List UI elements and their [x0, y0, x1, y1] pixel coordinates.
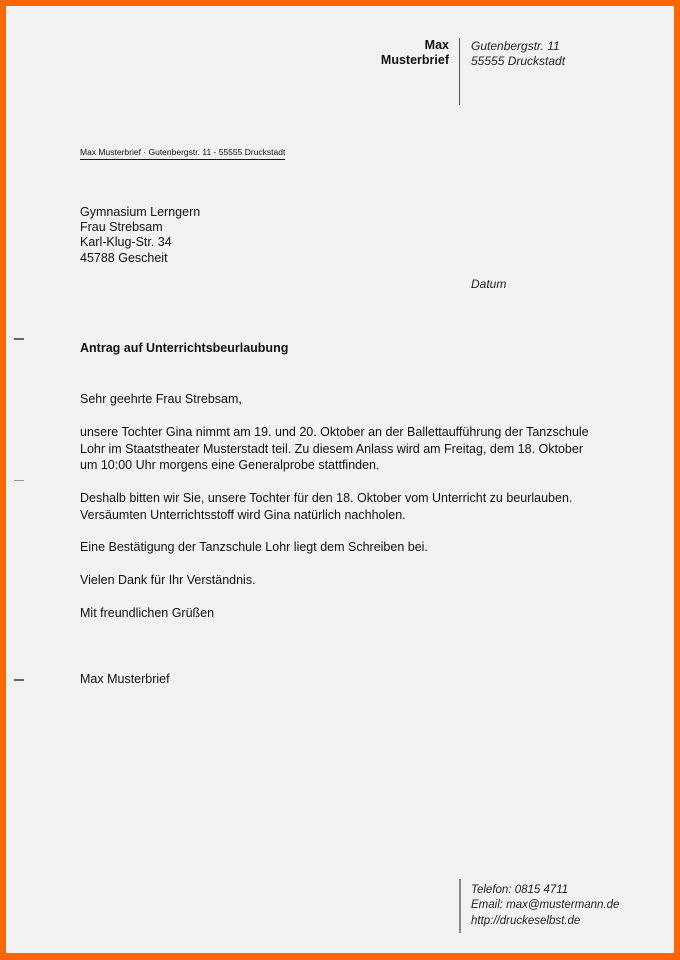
fold-mark [14, 679, 24, 681]
salutation: Sehr geehrte Frau Strebsam, [80, 392, 242, 406]
date-placeholder: Datum [471, 277, 507, 291]
footer-email: Email: max@mustermann.de [471, 899, 620, 912]
sender-street: Gutenbergstr. 11 [471, 39, 560, 53]
recipient-line: Frau Strebsam [80, 220, 163, 235]
sender-address [471, 39, 565, 68]
recipient-line: 45788 Gescheit [80, 250, 168, 265]
text-line: Lohr im Staatstheater Musterstadt teil. Zu diesem Anlass wird am Freitag, dem 18. Oktober [80, 441, 583, 456]
subject-line: Antrag auf Unterrichtsbeurlaubung [80, 341, 289, 355]
sender-name [306, 38, 449, 68]
body-paragraph-4: Vielen Dank für Ihr Verständnis. [80, 573, 256, 587]
hole-punch-mark [14, 480, 24, 481]
signature: Max Musterbrief [80, 672, 170, 686]
body-paragraph-3: Eine Bestätigung der Tanzschule Lohr liegt dem Schreiben bei. [80, 540, 428, 554]
body-paragraph-2 [80, 490, 572, 523]
sender-first-name: Max [424, 38, 449, 52]
footer-divider [459, 879, 461, 933]
recipient-line: Gymnasium Lerngern [80, 205, 201, 219]
closing: Mit freundlichen Grüßen [80, 606, 215, 620]
footer-phone: Telefon: 0815 4711 [471, 884, 569, 896]
footer-website: http://druckeselbst.de [471, 914, 581, 927]
text-line: Versäumten Unterrichtsstoff wird Gina natürlich nachholen. [80, 507, 406, 522]
text-line: um 10:00 Uhr morgens eine Generalprobe stattfinden. [80, 458, 380, 472]
recipient-line: Karl-Klug-Str. 34 [80, 235, 172, 250]
fold-mark [14, 338, 24, 340]
header-divider [459, 38, 460, 105]
body-paragraph-1 [80, 424, 589, 474]
text-line: Deshalb bitten wir Sie, unsere Tochter für den 18. Oktober vom Unterricht zu beurlauben. [80, 491, 573, 505]
footer-contact [471, 883, 619, 929]
text-line: unsere Tochter Gina nimmt am 19. und 20. Oktober an der Ballettaufführung der Tanzschule [80, 425, 589, 439]
return-address-line: Max Musterbrief · Gutenbergstr. 11 - 55555 Druckstadt [80, 147, 285, 160]
sender-city: 55555 Druckstadt [471, 53, 566, 68]
sender-last-name: Musterbrief [380, 53, 449, 67]
letter-page [6, 6, 674, 953]
recipient-address [80, 205, 200, 266]
